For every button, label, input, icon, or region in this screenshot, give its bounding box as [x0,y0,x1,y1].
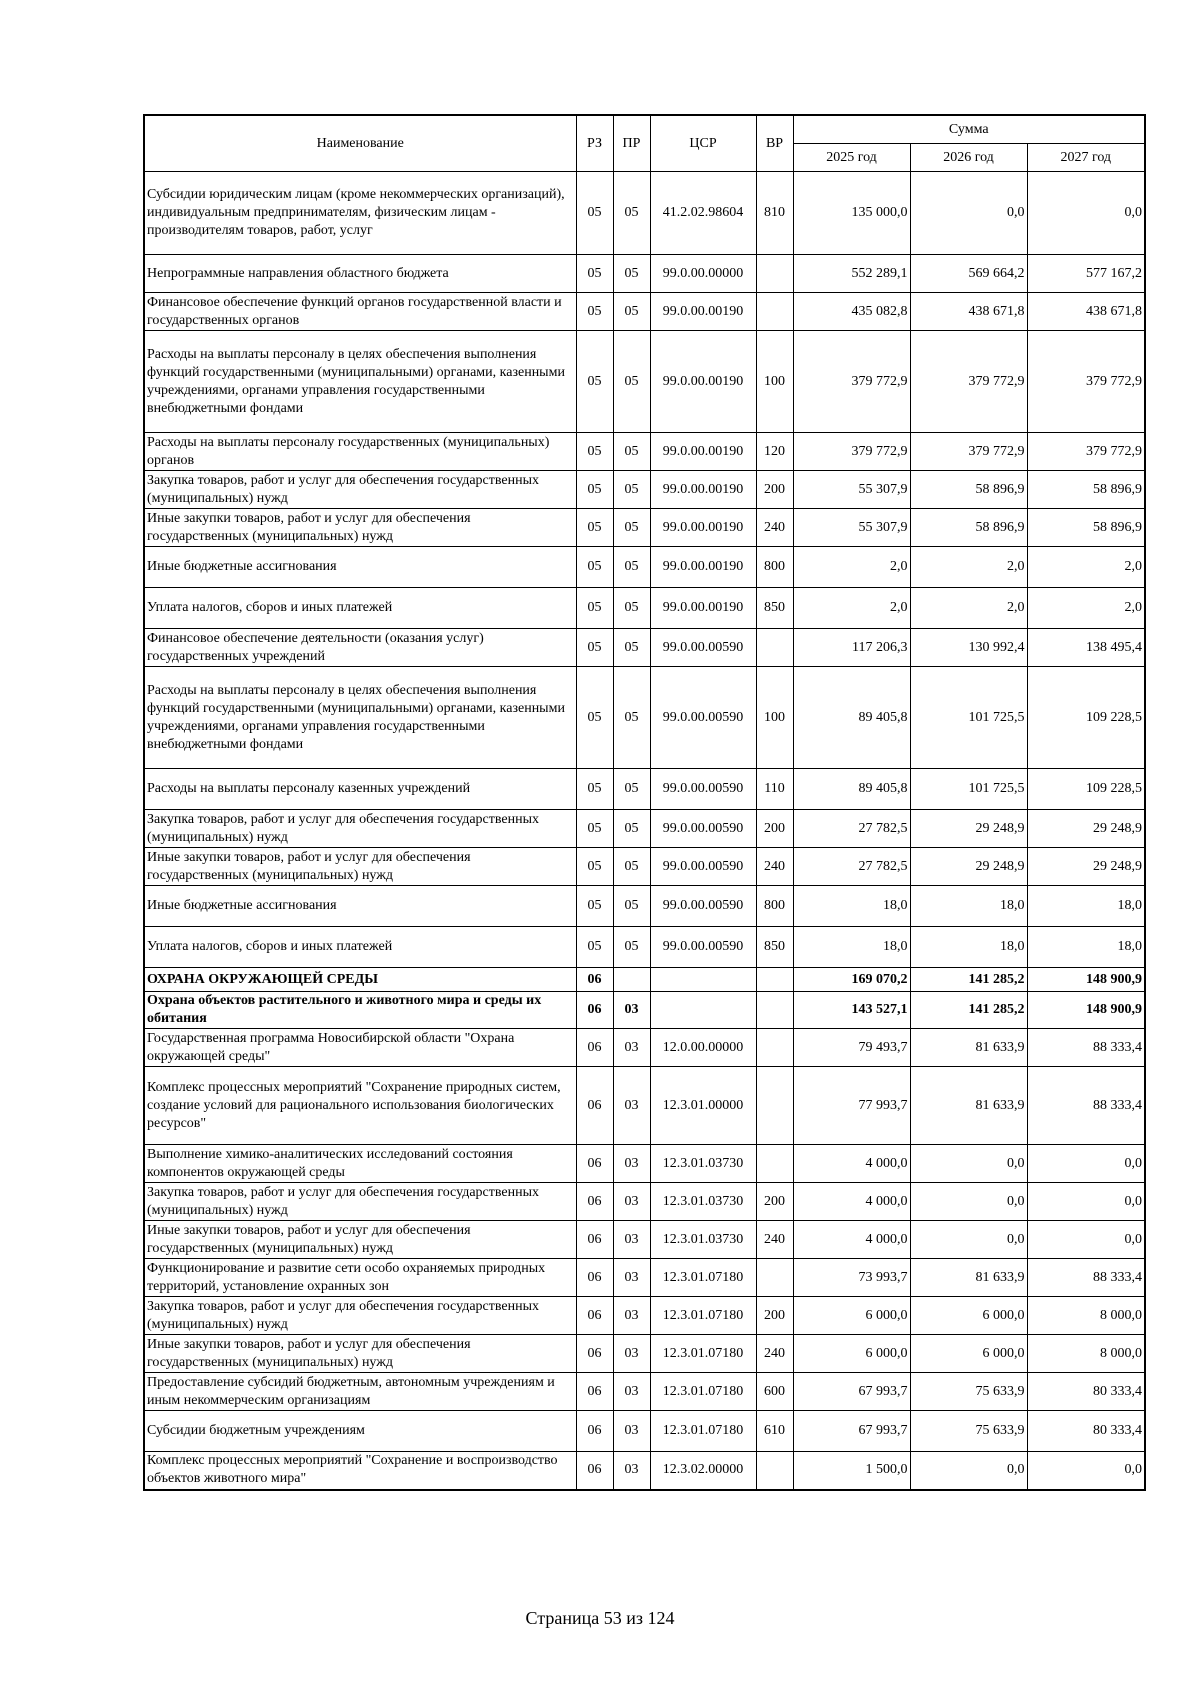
cell-rz: 05 [576,810,613,848]
cell-sum-2026: 379 772,9 [910,331,1027,433]
cell-pr: 03 [613,1411,650,1452]
cell-vr: 600 [756,1373,793,1411]
cell-rz: 06 [576,1221,613,1259]
cell-sum-2026: 81 633,9 [910,1067,1027,1145]
cell-name: Предоставление субсидий бюджетным, автономным учреждениям и иным некоммерческим организациям [144,1373,576,1411]
cell-vr: 240 [756,848,793,886]
cell-name: Функционирование и развитие сети особо охраняемых природных территорий, установление охранных зон [144,1259,576,1297]
cell-csr: 12.3.01.07180 [650,1259,756,1297]
cell-vr [756,1259,793,1297]
cell-pr: 05 [613,848,650,886]
cell-sum-2025: 6 000,0 [793,1297,910,1335]
cell-name: Закупка товаров, работ и услуг для обеспечения государственных (муниципальных) нужд [144,471,576,509]
cell-sum-2027: 58 896,9 [1027,471,1145,509]
header-csr: ЦСР [650,115,756,172]
cell-sum-2027: 18,0 [1027,927,1145,968]
cell-vr: 850 [756,588,793,629]
table-row [144,331,1145,433]
cell-rz: 05 [576,547,613,588]
cell-pr: 05 [613,172,650,255]
cell-sum-2025: 2,0 [793,588,910,629]
cell-sum-2027: 0,0 [1027,1183,1145,1221]
cell-vr [756,968,793,992]
cell-sum-2026: 141 285,2 [910,968,1027,992]
cell-sum-2027: 109 228,5 [1027,667,1145,769]
cell-name: Субсидии бюджетным учреждениям [144,1411,576,1452]
cell-sum-2026: 0,0 [910,1145,1027,1183]
cell-rz: 06 [576,1183,613,1221]
cell-sum-2025: 4 000,0 [793,1221,910,1259]
cell-vr: 240 [756,1335,793,1373]
cell-vr [756,629,793,667]
cell-sum-2025: 4 000,0 [793,1145,910,1183]
cell-sum-2026: 58 896,9 [910,471,1027,509]
cell-name: Закупка товаров, работ и услуг для обеспечения государственных (муниципальных) нужд [144,1183,576,1221]
cell-rz: 05 [576,629,613,667]
cell-sum-2027: 0,0 [1027,172,1145,255]
table-row [144,810,1145,848]
cell-vr [756,1452,793,1490]
cell-vr: 110 [756,769,793,810]
cell-vr: 100 [756,331,793,433]
cell-sum-2026: 75 633,9 [910,1411,1027,1452]
cell-csr: 12.3.02.00000 [650,1452,756,1490]
header-year-2026: 2026 год [910,144,1027,172]
cell-sum-2026: 0,0 [910,1452,1027,1490]
cell-vr: 120 [756,433,793,471]
table-row [144,1183,1145,1221]
cell-sum-2027: 58 896,9 [1027,509,1145,547]
cell-csr: 99.0.00.00190 [650,509,756,547]
cell-name: ОХРАНА ОКРУЖАЮЩЕЙ СРЕДЫ [144,968,576,992]
cell-name: Уплата налогов, сборов и иных платежей [144,927,576,968]
cell-name: Закупка товаров, работ и услуг для обеспечения государственных (муниципальных) нужд [144,1297,576,1335]
cell-sum-2025: 4 000,0 [793,1183,910,1221]
cell-rz: 05 [576,331,613,433]
cell-vr [756,1029,793,1067]
cell-pr: 03 [613,1145,650,1183]
cell-csr: 99.0.00.00190 [650,293,756,331]
cell-name: Расходы на выплаты персоналу казенных учреждений [144,769,576,810]
cell-sum-2026: 0,0 [910,172,1027,255]
cell-name: Непрограммные направления областного бюджета [144,255,576,293]
cell-vr: 200 [756,1297,793,1335]
cell-csr: 12.3.01.07180 [650,1411,756,1452]
cell-pr: 05 [613,433,650,471]
cell-name: Иные бюджетные ассигнования [144,547,576,588]
cell-vr: 100 [756,667,793,769]
cell-sum-2027: 0,0 [1027,1452,1145,1490]
cell-csr [650,968,756,992]
cell-sum-2026: 130 992,4 [910,629,1027,667]
cell-sum-2025: 1 500,0 [793,1452,910,1490]
cell-sum-2025: 67 993,7 [793,1411,910,1452]
table-row [144,1297,1145,1335]
cell-rz: 06 [576,1145,613,1183]
cell-vr [756,1145,793,1183]
cell-sum-2025: 135 000,0 [793,172,910,255]
cell-pr: 05 [613,255,650,293]
cell-vr [756,992,793,1029]
cell-sum-2027: 148 900,9 [1027,992,1145,1029]
cell-rz: 05 [576,848,613,886]
cell-vr: 200 [756,471,793,509]
cell-csr: 99.0.00.00000 [650,255,756,293]
cell-vr [756,255,793,293]
cell-csr: 99.0.00.00590 [650,769,756,810]
cell-name: Финансовое обеспечение деятельности (оказания услуг) государственных учреждений [144,629,576,667]
cell-name: Расходы на выплаты персоналу в целях обеспечения выполнения функций государственными (муниципальными) органами, казенными учреждениями, органами управления государственными внебюджетными фондами [144,331,576,433]
cell-sum-2027: 80 333,4 [1027,1411,1145,1452]
table-row [144,172,1145,255]
cell-rz: 06 [576,1259,613,1297]
header-name: Наименование [144,115,576,172]
table-row [144,509,1145,547]
cell-rz: 05 [576,255,613,293]
table-row [144,471,1145,509]
cell-rz: 05 [576,927,613,968]
cell-sum-2025: 18,0 [793,886,910,927]
cell-rz: 06 [576,992,613,1029]
table-row [144,992,1145,1029]
cell-vr: 800 [756,886,793,927]
cell-csr: 12.3.01.03730 [650,1183,756,1221]
cell-pr: 05 [613,293,650,331]
budget-table [143,114,1146,1491]
cell-sum-2025: 18,0 [793,927,910,968]
cell-csr: 12.3.01.07180 [650,1373,756,1411]
cell-name: Финансовое обеспечение функций органов государственной власти и государственных органов [144,293,576,331]
cell-sum-2026: 58 896,9 [910,509,1027,547]
cell-csr: 12.3.01.07180 [650,1335,756,1373]
cell-csr: 99.0.00.00590 [650,667,756,769]
header-pr: ПР [613,115,650,172]
cell-sum-2026: 29 248,9 [910,848,1027,886]
cell-pr: 03 [613,1067,650,1145]
cell-sum-2025: 77 993,7 [793,1067,910,1145]
cell-pr: 05 [613,886,650,927]
cell-sum-2026: 6 000,0 [910,1335,1027,1373]
cell-sum-2025: 55 307,9 [793,471,910,509]
table-row [144,255,1145,293]
cell-pr: 05 [613,331,650,433]
table-row [144,968,1145,992]
cell-name: Комплекс процессных мероприятий "Сохранение природных систем, создание условий для рационального использования биологических ресурсов" [144,1067,576,1145]
table-row [144,547,1145,588]
cell-csr: 99.0.00.00190 [650,471,756,509]
cell-name: Иные закупки товаров, работ и услуг для обеспечения государственных (муниципальных) нужд [144,848,576,886]
cell-sum-2026: 101 725,5 [910,667,1027,769]
cell-sum-2026: 2,0 [910,547,1027,588]
table-row [144,1067,1145,1145]
cell-name: Иные закупки товаров, работ и услуг для обеспечения государственных (муниципальных) нужд [144,509,576,547]
cell-csr: 99.0.00.00190 [650,433,756,471]
cell-sum-2027: 18,0 [1027,886,1145,927]
cell-sum-2025: 89 405,8 [793,667,910,769]
cell-sum-2027: 29 248,9 [1027,848,1145,886]
cell-sum-2026: 75 633,9 [910,1373,1027,1411]
cell-csr: 99.0.00.00190 [650,547,756,588]
cell-csr: 99.0.00.00190 [650,331,756,433]
cell-sum-2025: 379 772,9 [793,331,910,433]
cell-pr [613,968,650,992]
cell-pr: 03 [613,1373,650,1411]
cell-vr: 800 [756,547,793,588]
cell-sum-2025: 89 405,8 [793,769,910,810]
cell-csr: 99.0.00.00590 [650,629,756,667]
cell-sum-2025: 143 527,1 [793,992,910,1029]
cell-name: Расходы на выплаты персоналу в целях обеспечения выполнения функций государственными (муниципальными) органами, казенными учреждениями, органами управления государственными внебюджетными фондами [144,667,576,769]
cell-pr: 03 [613,1221,650,1259]
table-body [144,172,1145,1490]
cell-sum-2025: 117 206,3 [793,629,910,667]
table-row [144,848,1145,886]
cell-sum-2027: 109 228,5 [1027,769,1145,810]
cell-sum-2026: 379 772,9 [910,433,1027,471]
cell-name: Государственная программа Новосибирской области "Охрана окружающей среды" [144,1029,576,1067]
cell-csr: 41.2.02.98604 [650,172,756,255]
cell-sum-2025: 379 772,9 [793,433,910,471]
cell-sum-2025: 27 782,5 [793,848,910,886]
cell-pr: 05 [613,509,650,547]
cell-name: Расходы на выплаты персоналу государственных (муниципальных) органов [144,433,576,471]
header-rz: РЗ [576,115,613,172]
cell-csr: 12.3.01.03730 [650,1145,756,1183]
cell-rz: 05 [576,588,613,629]
table-row [144,1335,1145,1373]
cell-csr: 99.0.00.00590 [650,810,756,848]
cell-sum-2027: 29 248,9 [1027,810,1145,848]
cell-vr: 240 [756,1221,793,1259]
cell-sum-2026: 438 671,8 [910,293,1027,331]
cell-rz: 06 [576,1411,613,1452]
cell-vr: 810 [756,172,793,255]
cell-sum-2026: 569 664,2 [910,255,1027,293]
cell-csr: 99.0.00.00590 [650,886,756,927]
cell-sum-2027: 88 333,4 [1027,1259,1145,1297]
cell-rz: 06 [576,968,613,992]
cell-name: Закупка товаров, работ и услуг для обеспечения государственных (муниципальных) нужд [144,810,576,848]
cell-name: Комплекс процессных мероприятий "Сохранение и воспроизводство объектов животного мира" [144,1452,576,1490]
table-row [144,588,1145,629]
header-year-2025: 2025 год [793,144,910,172]
cell-csr: 12.3.01.03730 [650,1221,756,1259]
cell-vr: 200 [756,1183,793,1221]
cell-sum-2025: 6 000,0 [793,1335,910,1373]
table-row [144,1373,1145,1411]
cell-sum-2027: 138 495,4 [1027,629,1145,667]
cell-sum-2026: 18,0 [910,886,1027,927]
table-row [144,886,1145,927]
table-row [144,1029,1145,1067]
cell-name: Субсидии юридическим лицам (кроме некоммерческих организаций), индивидуальным предпринимателям, физическим лицам - производителям товаров, работ, услуг [144,172,576,255]
cell-sum-2026: 81 633,9 [910,1259,1027,1297]
cell-name: Иные закупки товаров, работ и услуг для обеспечения государственных (муниципальных) нужд [144,1335,576,1373]
cell-pr: 03 [613,1183,650,1221]
cell-rz: 05 [576,471,613,509]
cell-sum-2027: 8 000,0 [1027,1297,1145,1335]
cell-sum-2025: 169 070,2 [793,968,910,992]
cell-vr [756,1067,793,1145]
cell-sum-2026: 141 285,2 [910,992,1027,1029]
header-vr: ВР [756,115,793,172]
cell-vr: 200 [756,810,793,848]
cell-sum-2027: 379 772,9 [1027,433,1145,471]
cell-csr [650,992,756,1029]
cell-name: Иные бюджетные ассигнования [144,886,576,927]
cell-sum-2026: 18,0 [910,927,1027,968]
cell-csr: 12.0.00.00000 [650,1029,756,1067]
cell-rz: 05 [576,667,613,769]
cell-sum-2025: 435 082,8 [793,293,910,331]
cell-sum-2027: 0,0 [1027,1221,1145,1259]
cell-vr: 610 [756,1411,793,1452]
cell-pr: 05 [613,667,650,769]
cell-pr: 05 [613,471,650,509]
cell-pr: 03 [613,1297,650,1335]
cell-name: Уплата налогов, сборов и иных платежей [144,588,576,629]
cell-sum-2027: 0,0 [1027,1145,1145,1183]
table-row [144,433,1145,471]
cell-sum-2026: 81 633,9 [910,1029,1027,1067]
cell-csr: 99.0.00.00190 [650,588,756,629]
cell-sum-2025: 79 493,7 [793,1029,910,1067]
cell-sum-2025: 552 289,1 [793,255,910,293]
cell-pr: 03 [613,1259,650,1297]
cell-rz: 05 [576,769,613,810]
cell-csr: 99.0.00.00590 [650,848,756,886]
cell-pr: 05 [613,927,650,968]
cell-pr: 03 [613,1452,650,1490]
cell-sum-2026: 0,0 [910,1183,1027,1221]
cell-rz: 05 [576,293,613,331]
cell-sum-2027: 577 167,2 [1027,255,1145,293]
cell-sum-2027: 2,0 [1027,588,1145,629]
cell-sum-2027: 8 000,0 [1027,1335,1145,1373]
cell-rz: 06 [576,1067,613,1145]
table-row [144,927,1145,968]
cell-name: Выполнение химико-аналитических исследований состояния компонентов окружающей среды [144,1145,576,1183]
cell-name: Иные закупки товаров, работ и услуг для обеспечения государственных (муниципальных) нужд [144,1221,576,1259]
page-number: Страница 53 из 124 [525,1608,675,1628]
cell-sum-2026: 6 000,0 [910,1297,1027,1335]
cell-pr: 03 [613,992,650,1029]
cell-rz: 05 [576,433,613,471]
cell-pr: 03 [613,1029,650,1067]
table-row [144,769,1145,810]
cell-sum-2027: 80 333,4 [1027,1373,1145,1411]
table-row [144,1452,1145,1490]
cell-sum-2027: 379 772,9 [1027,331,1145,433]
cell-sum-2027: 88 333,4 [1027,1029,1145,1067]
cell-vr: 240 [756,509,793,547]
header-sum: Сумма [793,115,1145,144]
cell-csr: 12.3.01.07180 [650,1297,756,1335]
cell-name: Охрана объектов растительного и животного мира и среды их обитания [144,992,576,1029]
cell-sum-2025: 27 782,5 [793,810,910,848]
cell-rz: 06 [576,1029,613,1067]
cell-rz: 05 [576,509,613,547]
table-row [144,1411,1145,1452]
cell-sum-2026: 101 725,5 [910,769,1027,810]
cell-sum-2027: 438 671,8 [1027,293,1145,331]
cell-csr: 99.0.00.00590 [650,927,756,968]
cell-sum-2025: 2,0 [793,547,910,588]
cell-sum-2026: 2,0 [910,588,1027,629]
cell-rz: 06 [576,1297,613,1335]
cell-rz: 06 [576,1335,613,1373]
table-row [144,1221,1145,1259]
cell-sum-2025: 73 993,7 [793,1259,910,1297]
cell-sum-2027: 88 333,4 [1027,1067,1145,1145]
cell-vr: 850 [756,927,793,968]
cell-pr: 05 [613,629,650,667]
cell-pr: 05 [613,769,650,810]
cell-sum-2025: 55 307,9 [793,509,910,547]
cell-pr: 05 [613,588,650,629]
cell-sum-2026: 29 248,9 [910,810,1027,848]
table-row [144,667,1145,769]
cell-sum-2027: 2,0 [1027,547,1145,588]
cell-csr: 12.3.01.00000 [650,1067,756,1145]
header-year-2027: 2027 год [1027,144,1145,172]
cell-sum-2026: 0,0 [910,1221,1027,1259]
cell-rz: 06 [576,1452,613,1490]
cell-rz: 06 [576,1373,613,1411]
cell-rz: 05 [576,172,613,255]
table-row [144,1259,1145,1297]
table-row [144,293,1145,331]
cell-sum-2025: 67 993,7 [793,1373,910,1411]
cell-pr: 03 [613,1335,650,1373]
cell-rz: 05 [576,886,613,927]
table-row [144,629,1145,667]
cell-pr: 05 [613,547,650,588]
cell-vr [756,293,793,331]
cell-pr: 05 [613,810,650,848]
table-row [144,1145,1145,1183]
cell-sum-2027: 148 900,9 [1027,968,1145,992]
